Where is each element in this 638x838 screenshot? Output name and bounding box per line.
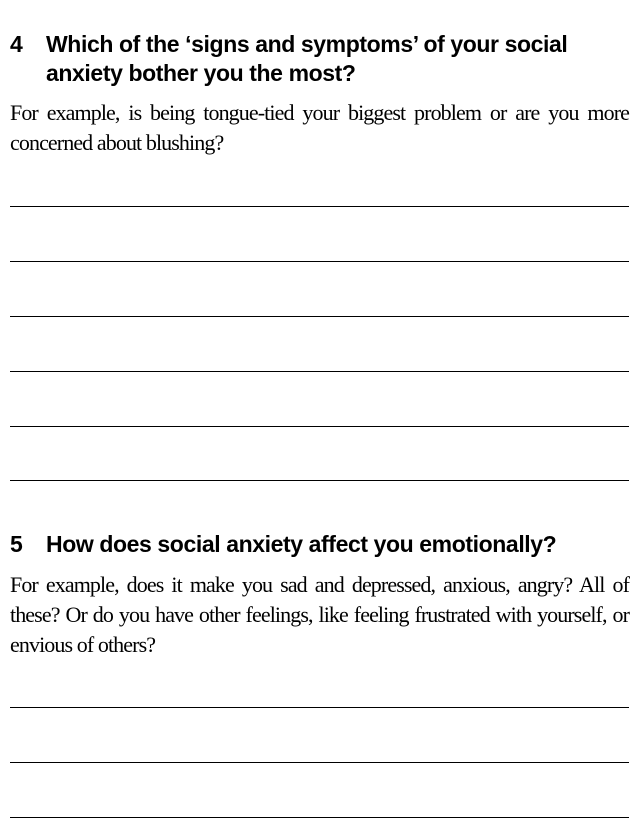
question-5-number: 5: [10, 531, 23, 557]
answer-line-4-5[interactable]: [10, 426, 629, 427]
answer-line-4-2[interactable]: [10, 261, 629, 262]
question-5-prompt: For example, does it make you sad and depressed, anxious, angry? All of these? Or do you have other feelings, like feeling frustrated with yourself, or envious of others?: [10, 572, 629, 657]
question-4-section: [10, 30, 629, 158]
answer-line-5-3[interactable]: [10, 817, 629, 818]
question-5-heading: [10, 530, 629, 559]
question-4-number: 4: [10, 31, 23, 57]
answer-line-4-3[interactable]: [10, 316, 629, 317]
question-4-text: Which of the ‘signs and symptoms’ of your social anxiety bother you the most?: [46, 31, 568, 86]
answer-line-4-1[interactable]: [10, 206, 629, 207]
answer-line-4-4[interactable]: [10, 371, 629, 372]
question-4-heading: [10, 30, 629, 88]
question-5-text: How does social anxiety affect you emotionally?: [46, 531, 557, 557]
question-4-prompt: For example, is being tongue-tied your biggest problem or are you more concerned about blushing?: [10, 100, 629, 155]
answer-line-5-1[interactable]: [10, 707, 629, 708]
answer-line-5-2[interactable]: [10, 762, 629, 763]
question-5-section: [10, 530, 629, 660]
answer-line-4-6[interactable]: [10, 480, 629, 481]
